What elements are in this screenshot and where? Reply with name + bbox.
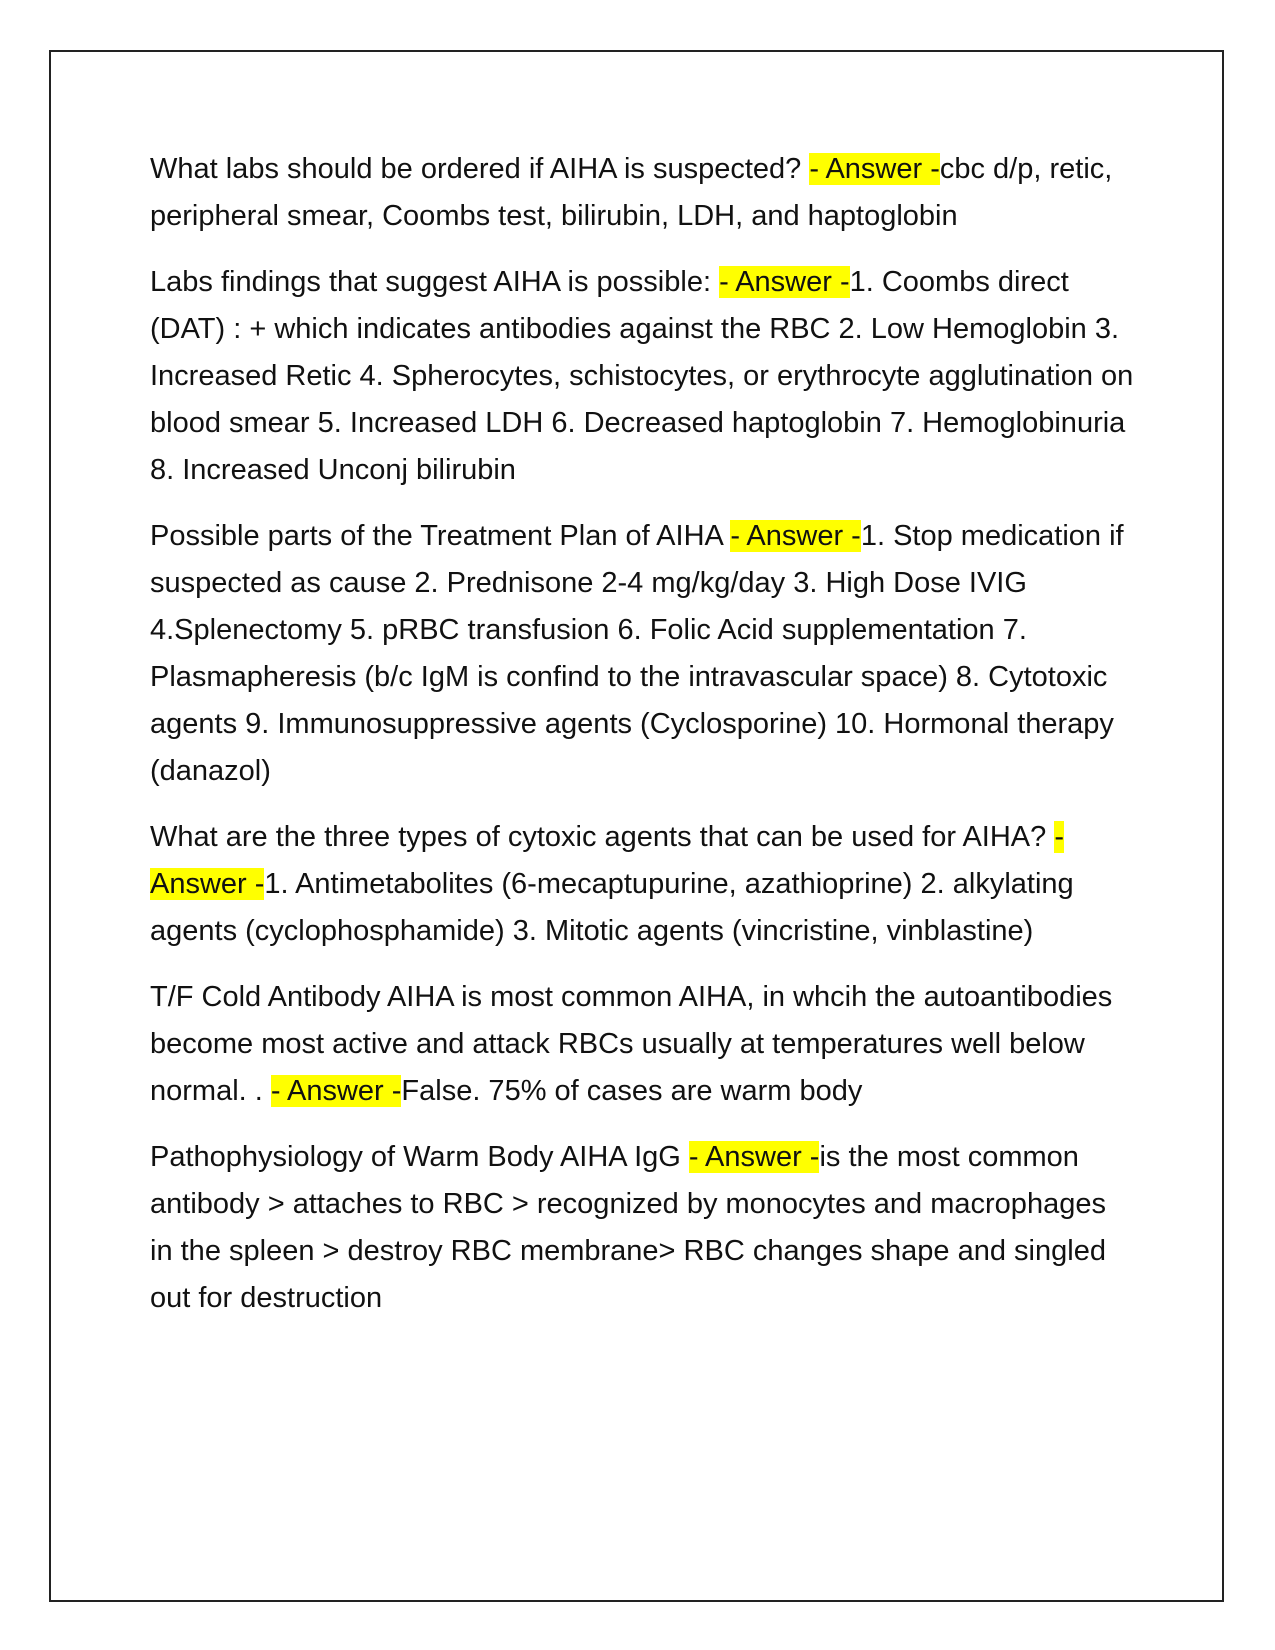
- answer-text: 1. Stop medication if suspected as cause 2. Prednisone 2-4 mg/kg/day 3. High Dose IVIG 4.Splenectomy 5. pRBC transfusion 6. Folic Acid supplementation 7. Plasmapheresis (b/c IgM is confind to the intravascular space) 8. Cytotoxic agents 9. Immunosuppressive agents (Cyclosporine) 10. Hormonal therapy (danazol): [150, 520, 1124, 787]
- question-text: Pathophysiology of Warm Body AIHA IgG: [150, 1141, 689, 1173]
- qa-item-3: [150, 513, 1135, 795]
- qa-item-1: [150, 146, 1135, 240]
- question-text: Labs findings that suggest AIHA is possible:: [150, 266, 720, 298]
- answer-text: False. 75% of cases are warm body: [401, 1075, 863, 1107]
- answer-marker: - Answer -: [270, 1075, 402, 1107]
- answer-text: 1. Antimetabolites (6-mecaptupurine, azathioprine) 2. alkylating agents (cyclophosphamide) 3. Mitotic agents (vincristine, vinblastine): [150, 868, 1074, 947]
- qa-item-4: [150, 814, 1135, 955]
- answer-text: cbc d/p, retic, peripheral smear, Coombs test, bilirubin, LDH, and haptoglobin: [150, 153, 1113, 232]
- answer-marker: - Answer -: [809, 153, 940, 185]
- answer-text: 1. Coombs direct (DAT) : + which indicates antibodies against the RBC 2. Low Hemoglobin 3. Increased Retic 4. Spherocytes, schistocytes, or erythrocyte agglutination on blood smear 5. Increased LDH 6. Decreased haptoglobin 7. Hemoglobinuria 8. Increased Unconj bilirubin: [150, 266, 1134, 486]
- answer-text: is the most common antibody > attaches to RBC > recognized by monocytes and macrophages in the spleen > destroy RBC membrane> RBC changes shape and singled out for destruction: [150, 1141, 1106, 1314]
- question-text: Possible parts of the Treatment Plan of AIHA: [150, 520, 731, 552]
- answer-marker: - Answer -: [688, 1141, 820, 1173]
- answer-marker: - Answer -: [150, 821, 1065, 900]
- document-body: [150, 146, 1135, 1341]
- question-text: What are the three types of cytoxic agents that can be used for AIHA?: [150, 821, 1055, 853]
- qa-item-2: [150, 259, 1135, 494]
- question-text: T/F Cold Antibody AIHA is most common AIHA, in whcih the autoantibodies become most active and attack RBCs usually at temperatures well below normal. .: [150, 981, 1113, 1107]
- qa-item-6: [150, 1134, 1135, 1322]
- answer-marker: - Answer -: [730, 520, 861, 552]
- answer-marker: - Answer -: [719, 266, 850, 298]
- question-text: What labs should be ordered if AIHA is suspected?: [150, 153, 810, 185]
- qa-item-5: [150, 974, 1135, 1115]
